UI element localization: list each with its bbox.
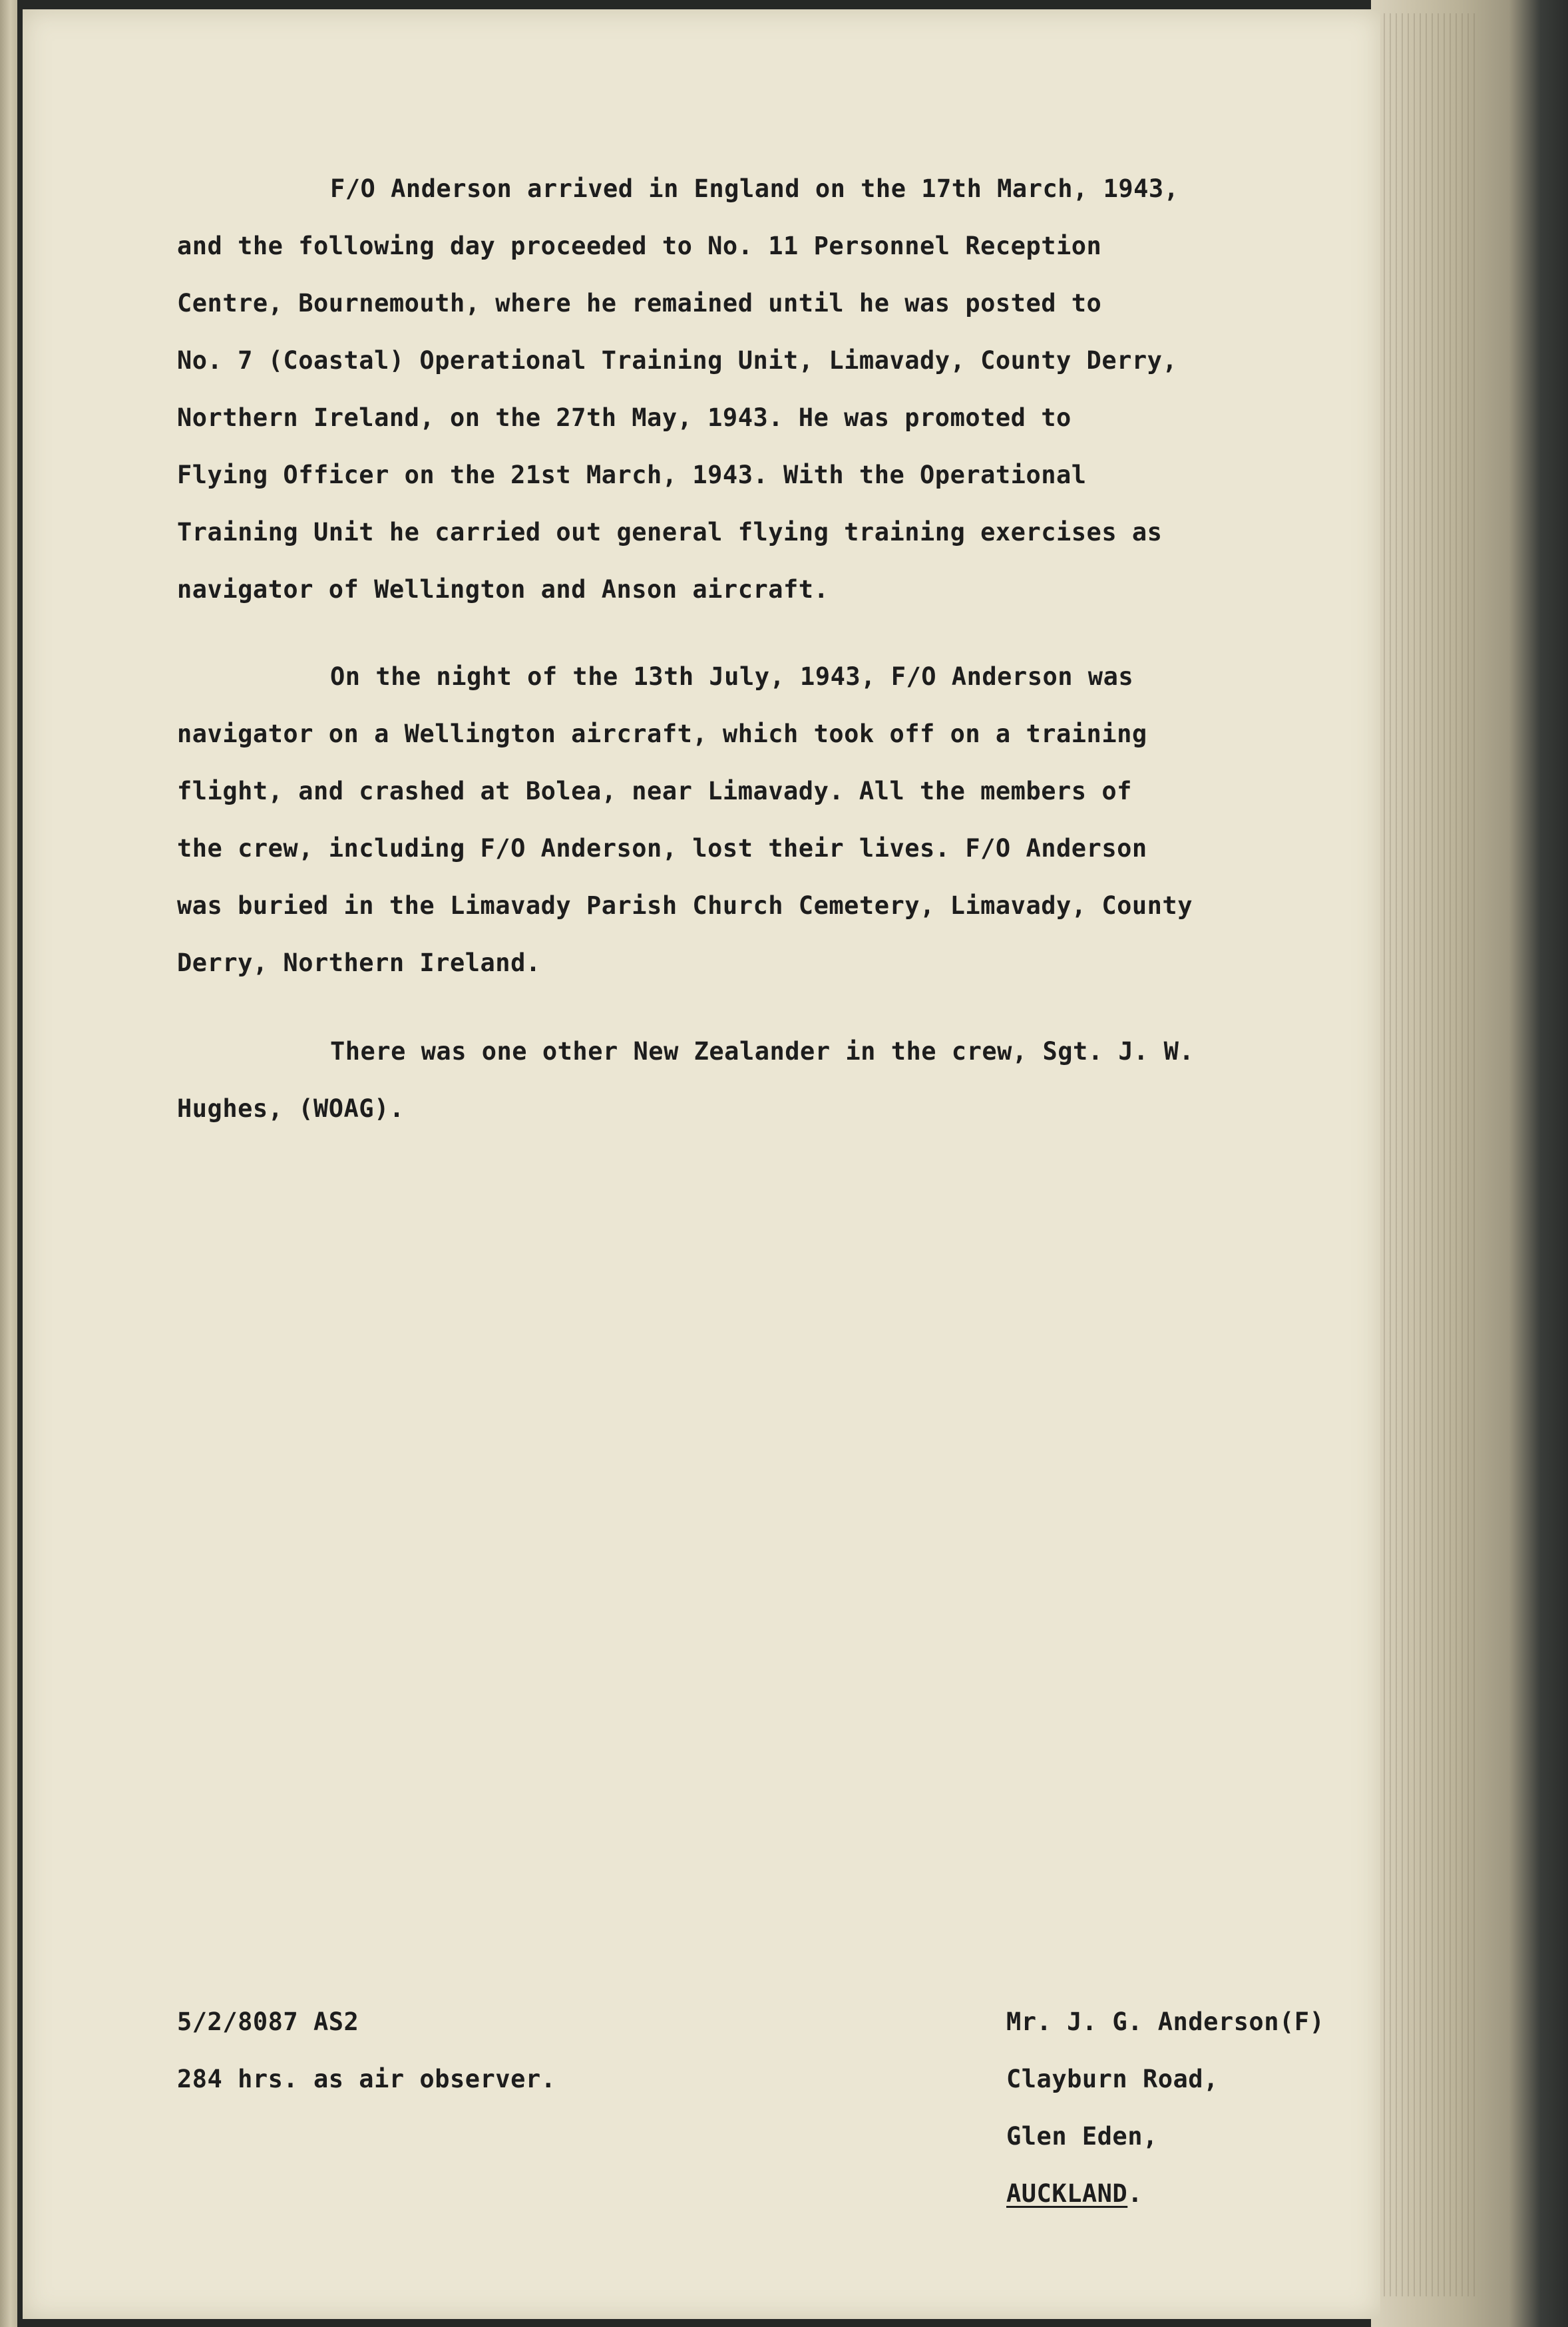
body-line-2: and the following day proceeded to No. 11 Personnel Reception — [177, 232, 1102, 260]
body-line-4: No. 7 (Coastal) Operational Training Unit, Limavady, County Derry, — [177, 346, 1178, 375]
body-line-10: navigator on a Wellington aircraft, which took off on a training — [177, 720, 1147, 748]
flying-hours: 284 hrs. as air observer. — [177, 2065, 556, 2093]
body-line-3: Centre, Bournemouth, where he remained until he was posted to — [177, 289, 1102, 317]
body-line-12: the crew, including F/O Anderson, lost their lives. F/O Anderson — [177, 834, 1147, 863]
body-line-16: Hughes, (WOAG). — [177, 1094, 405, 1123]
body-line-5: Northern Ireland, on the 27th May, 1943. He was promoted to — [177, 403, 1072, 432]
body-line-15: There was one other New Zealander in the crew, Sgt. J. W. — [330, 1037, 1195, 1066]
page-edge-lines — [1378, 13, 1477, 2296]
address-suburb: Glen Eden, — [1006, 2122, 1158, 2151]
address-city: AUCKLAND — [1006, 2179, 1128, 2208]
body-line-1: F/O Anderson arrived in England on the 17th March, 1943, — [330, 174, 1179, 203]
body-line-13: was buried in the Limavady Parish Church Cemetery, Limavady, County — [177, 891, 1193, 920]
body-line-8: navigator of Wellington and Anson aircraft. — [177, 575, 829, 604]
body-line-11: flight, and crashed at Bolea, near Limavady. All the members of — [177, 777, 1132, 805]
body-line-7: Training Unit he carried out general flying training exercises as — [177, 518, 1163, 546]
address-city-suffix: . — [1127, 2179, 1143, 2208]
facing-page-edge — [0, 0, 17, 2327]
body-line-14: Derry, Northern Ireland. — [177, 949, 541, 977]
address-city-line — [1006, 2179, 1143, 2208]
address-name: Mr. J. G. Anderson(F) — [1006, 2008, 1325, 2036]
body-line-6: Flying Officer on the 21st March, 1943. With the Operational — [177, 461, 1087, 489]
address-street: Clayburn Road, — [1006, 2065, 1219, 2093]
file-reference: 5/2/8087 AS2 — [177, 2008, 359, 2036]
body-line-9: On the night of the 13th July, 1943, F/O Anderson was — [330, 662, 1134, 691]
